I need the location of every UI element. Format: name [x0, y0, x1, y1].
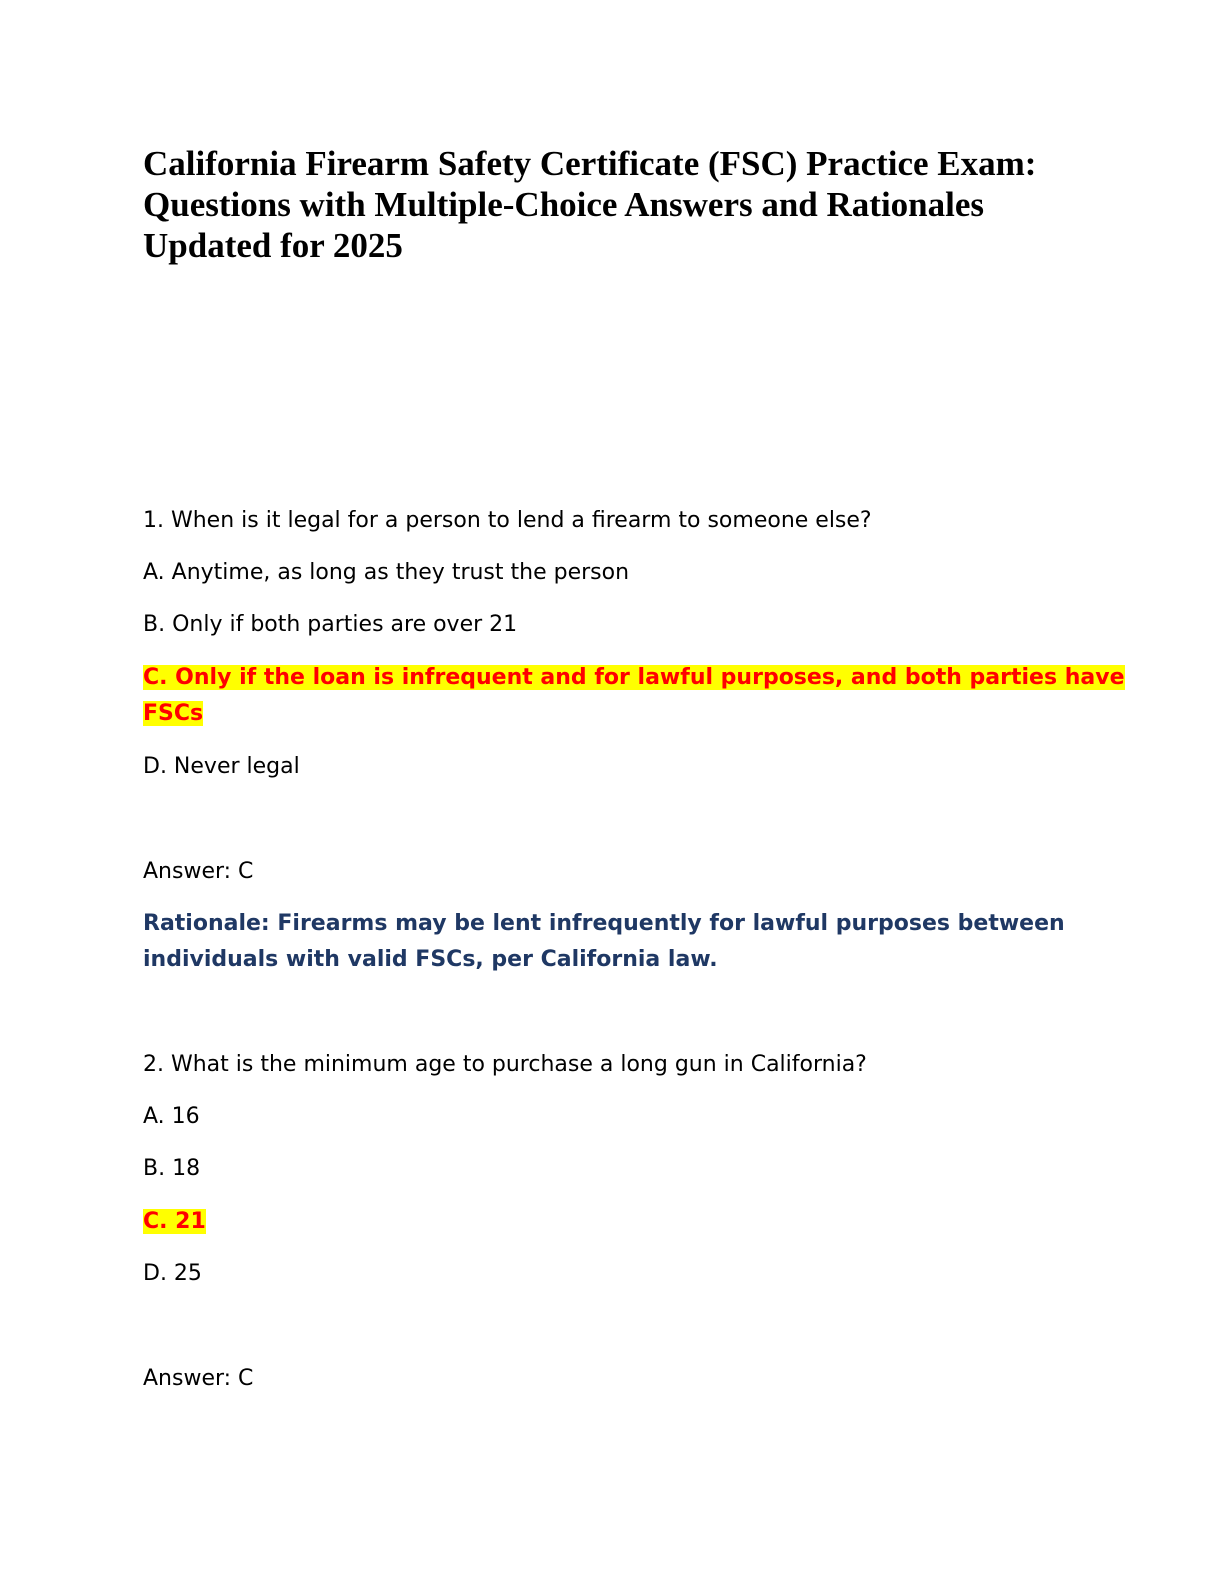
- question-1-option-c-line-1: C. Only if the loan is infrequent and for lawful purposes, and both parties have: [143, 665, 1125, 690]
- question-2-text: 2. What is the minimum age to purchase a long gun in California?: [143, 1052, 867, 1077]
- title-line-1: California Firearm Safety Certificate (FSC) Practice Exam:: [143, 144, 1037, 183]
- question-1-option-c-line-2: FSCs: [143, 701, 204, 726]
- question-1-option-c-correct-cont: [143, 696, 203, 732]
- title-line-3: Updated for 2025: [143, 226, 403, 265]
- title-line-2: Questions with Multiple-Choice Answers and Rationales: [143, 185, 985, 224]
- question-1-text: 1. When is it legal for a person to lend a firearm to someone else?: [143, 508, 872, 533]
- question-1-option-c-correct: [143, 660, 1125, 696]
- question-1-rationale-line-2: individuals with valid FSCs, per California law.: [143, 947, 718, 972]
- question-1-option-b: B. Only if both parties are over 21: [143, 612, 518, 637]
- question-1-option-a: A. Anytime, as long as they trust the person: [143, 560, 630, 585]
- question-1-answer: Answer: C: [143, 859, 254, 884]
- question-1-rationale-line-1: Rationale: Firearms may be lent infrequently for lawful purposes between: [143, 911, 1065, 936]
- question-1-option-d: D. Never legal: [143, 754, 300, 779]
- question-2-option-c-correct: [143, 1204, 206, 1240]
- question-2-option-a: A. 16: [143, 1104, 200, 1129]
- question-2-option-c-text: C. 21: [143, 1209, 206, 1234]
- question-2-answer: Answer: C: [143, 1366, 254, 1391]
- document-title: [143, 143, 1103, 266]
- question-2-option-b: B. 18: [143, 1156, 201, 1181]
- question-2-option-d: D. 25: [143, 1261, 202, 1286]
